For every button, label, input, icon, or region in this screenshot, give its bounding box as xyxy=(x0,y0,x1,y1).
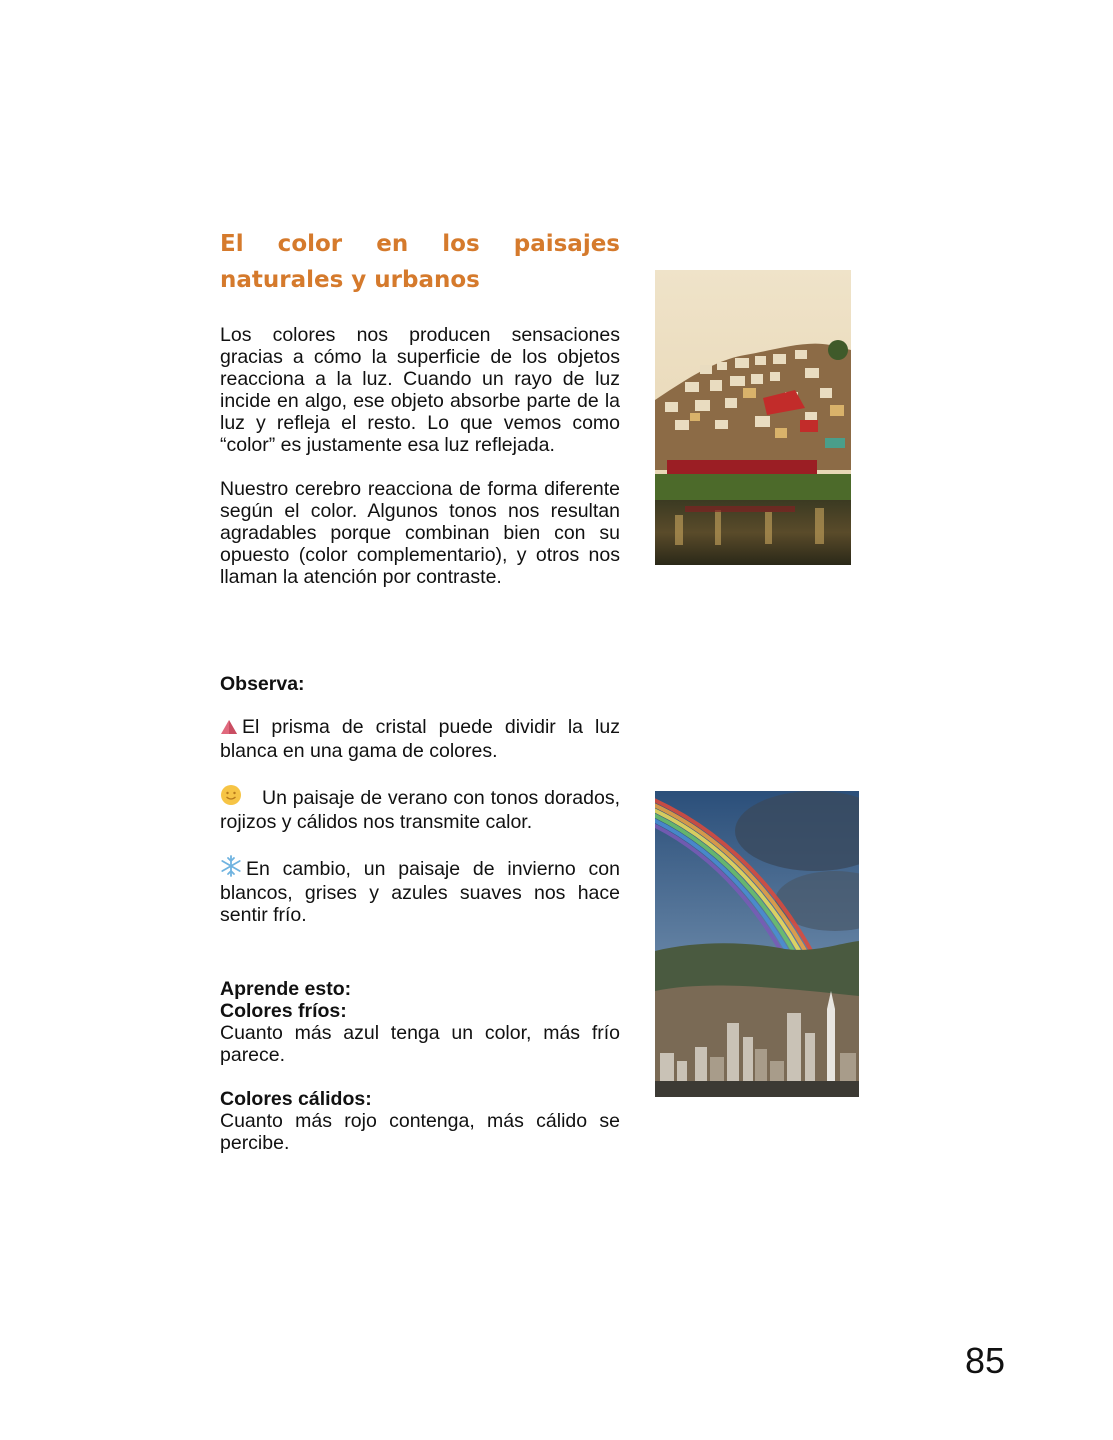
intro-paragraph-1: Los colores nos producen sensaciones gracias a cómo la superficie de los objetos reacciona a la luz. Cuando un rayo de luz incide en algo, ese objeto absorbe parte de la luz y refleja el resto. Lo que vemos como “color” es justamente esa luz reflejada. xyxy=(220,324,620,456)
observe-section xyxy=(220,673,620,926)
observe-item-text: En cambio, un paisaje de invierno con blancos, grises y azules suaves nos hace sentir frío. xyxy=(220,858,620,926)
rainbow-city-photo xyxy=(655,791,859,1097)
triangle-icon xyxy=(220,718,238,740)
warm-colors-text: Cuanto más rojo contenga, más cálido se percibe. xyxy=(220,1110,620,1154)
observe-item-text: Un paisaje de verano con tonos dorados, rojizos y cálidos nos transmite calor. xyxy=(220,787,620,833)
observe-item-summer xyxy=(220,784,620,833)
snowflake-icon xyxy=(220,855,242,882)
observe-item-prism xyxy=(220,716,620,762)
observe-heading: Observa: xyxy=(220,673,305,695)
page-title: El color en los paisajes naturales y urbanos xyxy=(220,231,620,293)
learn-heading: Aprende esto: xyxy=(220,978,352,1000)
sun-icon xyxy=(220,784,242,811)
observe-item-text: El prisma de cristal puede dividir la luz blanca en una gama de colores. xyxy=(220,716,620,762)
learn-section xyxy=(220,978,620,1154)
warm-colors-heading: Colores cálidos: xyxy=(220,1088,372,1110)
hillside-town-photo xyxy=(655,270,851,565)
intro-section xyxy=(220,324,620,588)
intro-paragraph-2: Nuestro cerebro reacciona de forma diferente según el color. Algunos tonos nos resultan agradables porque combinan bien con su opuesto (color complementario), y otros nos llaman la atención por contraste. xyxy=(220,478,620,588)
cold-colors-text: Cuanto más azul tenga un color, más frío parece. xyxy=(220,1022,620,1066)
page-number: 85 xyxy=(964,1340,1005,1381)
observe-item-winter xyxy=(220,855,620,926)
cold-colors-heading: Colores fríos: xyxy=(220,1000,347,1022)
